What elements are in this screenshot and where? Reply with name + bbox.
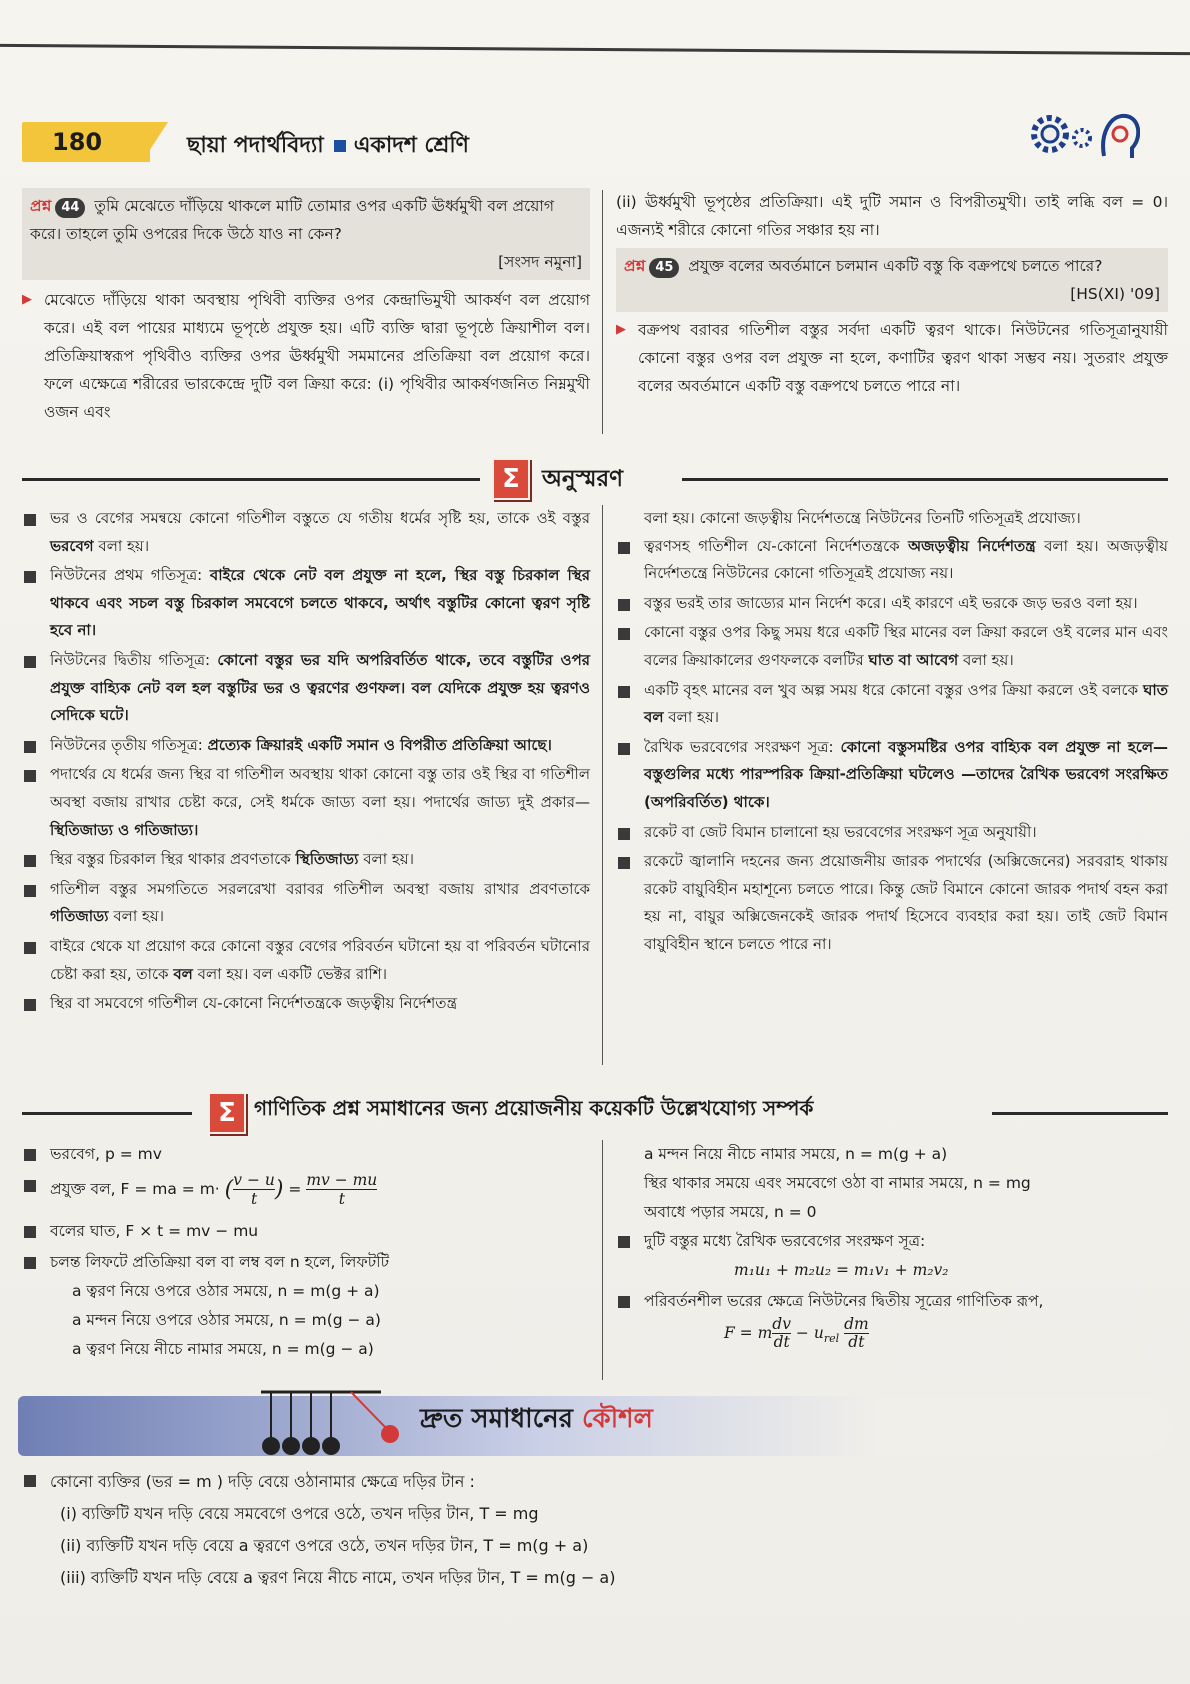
- question-label: প্রশ্ন: [624, 257, 646, 275]
- recap-item: [22, 846, 590, 874]
- formula-conservation: [616, 1227, 1168, 1285]
- formula-text: ভরবেগ, p = mv: [50, 1145, 162, 1163]
- recap-text-pre: বাইরে থেকে যা প্রয়োগ করে কোনো বস্তুর বেগের পরিবর্তন ঘটানো হয় বা পরিবর্তন ঘটানোর চেষ্টা করা হয়, তাকে: [50, 936, 590, 983]
- quick-list: [22, 1466, 1162, 1594]
- formula-momentum: [22, 1140, 590, 1169]
- gears-head-logo: [1020, 104, 1140, 164]
- formula-variable-mass: [616, 1287, 1168, 1356]
- q44-question: তুমি মেঝেতে দাঁড়িয়ে থাকলে মাটি তোমার ওপর একটি ঊর্ধ্বমুখী বল প্রয়োগ করে। তাহলে তুমি ওপরের দিকে উঠে যাও না কেন?: [30, 197, 555, 243]
- recap-item: [616, 848, 1168, 958]
- page-number-tab: [142, 122, 168, 162]
- recap-text-pre: গতিশীল বস্তুর সমগতিতে সরলরেখা বরাবর গতিশীল অবস্থা বজায় রাখার প্রবণতাকে: [50, 879, 590, 898]
- variable-mass-equation: [644, 1316, 1168, 1356]
- anusmaran-right-column: [616, 505, 1168, 961]
- formula-list-left: [22, 1140, 590, 1364]
- recap-text-pre: পদার্থের যে ধর্মের জন্য স্থির বা গতিশীল অবস্থায় থাকা কোনো বস্তু তার ওই স্থির বা গতিশীল অবস্থা বজায় রাখার চেষ্টা করে, সেই ধর্মকে জাড্য বলা হয়। পদার্থের জাড্য দুই প্রকার—: [50, 765, 590, 811]
- formulas-right: [616, 1140, 1168, 1358]
- recap-text-bold: কোনো বস্তুসমষ্টির ওপর বাহ্যিক বল প্রযুক্ত না হলে—বস্তুগুলির মধ্যে পারস্পরিক ক্রিয়া-প্রতিক্রিয়া ঘটলেও —তাদের রৈখিক ভরবেগ সংরক্ষিত (অপরিবর্তিত) থাকে।: [644, 737, 1169, 811]
- book-title: ছায়া পদার্থবিদ্যা: [187, 133, 324, 158]
- fraction-numerator: v − u: [233, 1171, 275, 1189]
- quick-solution-body: [22, 1466, 1162, 1596]
- page-header: [22, 122, 1162, 168]
- lift-case-2: a মন্দন নিয়ে ওপরে ওঠার সময়ে, n = m(g − a): [72, 1311, 381, 1329]
- recap-item: [22, 761, 590, 844]
- lift-case-5: স্থির থাকার সময়ে এবং সমবেগে ওঠা বা নামার সময়ে, n = mg: [644, 1174, 1031, 1192]
- recap-item: [616, 734, 1168, 817]
- anusmaran-right-cont: বলা হয়। কোনো জড়ত্বীয় নির্দেশতন্ত্রে নিউটনের তিনটি গতিসূত্রই প্রযোজ্য।: [644, 509, 1081, 527]
- vm-lhs: F = m: [724, 1324, 773, 1342]
- recap-text-bold: স্থিতিজাড্য ও গতিজাড্য।: [50, 820, 199, 839]
- quick-intro: [22, 1466, 1162, 1594]
- divider-line-left: [22, 478, 480, 481]
- section-divider-anusmaran: [22, 458, 1168, 498]
- fraction-denominator: dt: [848, 1333, 865, 1351]
- section-divider-formulas: [22, 1092, 1168, 1132]
- recap-text-bold: গতিজাড্য: [50, 907, 109, 926]
- recap-text-post: বলা হয়।: [663, 708, 720, 727]
- section-title: গাণিতিক প্রশ্ন সমাধানের জন্য প্রয়োজনীয় কয়েকটি উল্লেখযোগ্য সম্পর্ক: [254, 1096, 814, 1120]
- recap-text-pre: কোনো বস্তুর ওপর কিছু সময় ধরে একটি স্থির মানের বল ক্রিয়া করলে ওই বলের মান এবং বলের ক্রিয়াকালের গুণফলকে বলটির: [644, 623, 1168, 669]
- recap-text-pre: ত্বরণসহ গতিশীল যে-কোনো নির্দেশতন্ত্রকে: [644, 536, 909, 555]
- fraction: [306, 1171, 377, 1208]
- square-bullet-icon: [334, 140, 346, 152]
- fraction: (: [224, 1177, 234, 1202]
- q44-answer-cont: (ii) ঊর্ধ্বমুখী ভূপৃষ্ঠের প্রতিক্রিয়া। এই দুটি সমান ও বিপরীতমুখী। তাই লব্ধি বল = 0। এজন্যই শরীরে কোনো গতির সঞ্চার হয় না।: [616, 193, 1168, 239]
- recap-text-post: বলা হয়।: [358, 850, 414, 869]
- fraction-numerator: mv − mu: [306, 1171, 378, 1189]
- recap-text-post: বলা হয়।: [108, 907, 165, 926]
- recap-item: [22, 990, 590, 1018]
- recap-text-pre: নিউটনের প্রথম গতিসূত্র:: [50, 566, 210, 585]
- q45-answer-text: বক্রপথ বরাবর গতিশীল বস্তুর সর্বদা একটি ত্বরণ থাকে। নিউটনের গতিসূত্রানুযায়ী কোনো বস্তুর ওপর বল প্রযুক্ত না হলে, কণাটির ত্বরণ থাকা সম্ভব নয়। সুতরাং প্রযুক্ত বলের অবর্তমানে একটি বস্তু বক্রপথে চলতে পারে না।: [638, 321, 1168, 395]
- recap-item: [616, 590, 1168, 618]
- quick-item-1: (i) ব্যক্তিটি যখন দড়ি বেয়ে সমবেগে ওপরে ওঠে, তখন দড়ির টান, T = mg: [60, 1504, 539, 1523]
- recap-text-pre: বস্তুর ভরই তার জাড্যের মান নির্দেশ করে। এই কারণে এই ভরকে জড় ভরও বলা হয়।: [644, 593, 1138, 612]
- formula-text: চলন্ত লিফটে প্রতিক্রিয়া বল বা লম্ব বল n হলে, লিফটটি: [50, 1253, 390, 1271]
- q44-source-tag: [সংসদ নমুনা]: [498, 253, 582, 271]
- recap-text-pre: ভর ও বেগের সমন্বয়ে কোনো গতিশীল বস্তুতে যে গতীয় ধর্মের সৃষ্টি হয়, তাকে ওই বস্তুর: [50, 509, 590, 527]
- fraction-denominator: dt: [773, 1333, 790, 1351]
- q45-source-tag: [HS(XI) '09]: [1070, 285, 1160, 303]
- formula-text: বলের ঘাত, F × t = mv − mu: [50, 1222, 259, 1240]
- q45-block: [616, 188, 1168, 400]
- recap-item: [616, 819, 1168, 847]
- recap-item: [616, 619, 1168, 674]
- quick-title-main: দ্রুত সমাধানের: [420, 1404, 582, 1434]
- fraction: [772, 1316, 791, 1351]
- q44-question-box: [22, 188, 590, 280]
- anusmaran-right-list: [616, 533, 1168, 959]
- formula-text: পরিবর্তনশীল ভরের ক্ষেত্রে নিউটনের দ্বিতীয় সূত্রের গাণিতিক রূপ,: [644, 1292, 1044, 1310]
- quick-title-accent: কৌশল: [582, 1404, 653, 1434]
- quick-item-3: (iii) ব্যক্তিটি যখন দড়ি বেয়ে a ত্বরণ নিয়ে নীচে নামে, তখন দড়ির টান, T = m(g − a): [60, 1568, 616, 1587]
- recap-text-bold: কোনো বস্তুর ভর যদি অপরিবর্তিত থাকে, তবে বস্তুটির ওপর প্রযুক্ত বাহ্যিক নেট বল হল বস্তুটির ভর ও ত্বরণের গুণফল। বল যেদিকে প্রযুক্ত হয় ত্বরণও সেদিকে ঘটে।: [50, 650, 591, 725]
- recap-text-bold: ঘাত বল: [644, 680, 1168, 727]
- fraction-denominator: t: [338, 1190, 345, 1208]
- top-rule: [0, 44, 1190, 55]
- formula-lift: [22, 1248, 590, 1364]
- question-number-badge: 44: [55, 198, 85, 218]
- question-number-badge: 45: [649, 258, 679, 278]
- recap-item: [22, 933, 590, 988]
- recap-text-bold: অজড়ত্বীয় নির্দেশতন্ত্র: [908, 536, 1036, 555]
- fraction: [844, 1316, 869, 1351]
- recap-text-bold: বল: [173, 964, 193, 983]
- recap-text-pre: রকেটে জ্বালানি দহনের জন্য প্রয়োজনীয় জারক পদার্থের (অক্সিজেনের) সরবরাহ থাকায় রকেট বায়ুবিহীন মহাশূন্যে চলতে পারে। কিন্তু জেট বিমানে কোনো জারক পদার্থ বহন করা হয় না, বায়ুর অক্সিজেনকেই জারক পদার্থ হিসেবে ব্যবহার করা হয়। তাই জেট বিমান বায়ুবিহীন স্থানে চলতে পারে না।: [644, 852, 1168, 953]
- recap-text-pre: স্থির বা সমবেগে গতিশীল যে-কোনো নির্দেশতন্ত্রকে জড়ত্বীয় নির্দেশতন্ত্র: [50, 994, 457, 1013]
- quick-solution-title: [420, 1398, 653, 1442]
- newtons-cradle-icon: [256, 1388, 406, 1458]
- recap-item: [22, 876, 590, 931]
- lift-case-3: a ত্বরণ নিয়ে নীচে নামার সময়ে, n = m(g − a): [72, 1340, 374, 1358]
- divider-line-left: [22, 1112, 192, 1115]
- vm-minus-u: − u: [795, 1324, 824, 1342]
- recap-text-pre: নিউটনের দ্বিতীয় গতিসূত্র:: [50, 650, 218, 669]
- recap-text-post: বলা হয়। বল একটি ভেক্টর রাশি।: [192, 964, 387, 983]
- recap-text-post: বলা হয়।: [958, 650, 1014, 669]
- recap-text-post: বলা হয়।: [93, 536, 150, 555]
- anusmaran-left-list: [22, 505, 590, 1018]
- recap-item: [616, 677, 1168, 732]
- recap-item: [616, 533, 1168, 588]
- recap-item: [22, 732, 590, 760]
- divider-line-right: [992, 1112, 1168, 1115]
- running-title: [187, 128, 469, 165]
- fraction-denominator: t: [250, 1190, 258, 1208]
- class-name: একাদশ শ্রেণি: [353, 133, 469, 158]
- q45-question-box: [616, 248, 1168, 312]
- vm-subscript: rel: [823, 1332, 840, 1346]
- lift-case-1: a ত্বরণ নিয়ে ওপরে ওঠার সময়ে, n = m(g + a): [72, 1282, 380, 1300]
- q44-block: [22, 188, 590, 426]
- column-separator: [602, 190, 603, 434]
- formula-text: দুটি বস্তুর মধ্যে রৈখিক ভরবেগের সংরক্ষণ সূত্র:: [644, 1232, 926, 1250]
- column-separator: [602, 505, 603, 1065]
- formula-text: প্রযুক্ত বল, F = ma = m·: [50, 1180, 220, 1198]
- recap-item: [22, 505, 590, 560]
- fraction-numerator: dm: [844, 1315, 869, 1333]
- fraction: [233, 1171, 275, 1208]
- quick-item-2: (ii) ব্যক্তিটি যখন দড়ি বেয়ে a ত্বরণে ওপরে ওঠে, তখন দড়ির টান, T = m(g + a): [60, 1536, 589, 1555]
- recap-text-post: বলা হয়। অজড়ত্বীয় নির্দেশতন্ত্রে নিউটনের কোনো গতিসূত্রই প্রযোজ্য নয়।: [644, 536, 1168, 583]
- column-separator: [602, 1140, 603, 1380]
- recap-text-bold: ভরবেগ: [50, 536, 94, 555]
- lift-case-4: a মন্দন নিয়ে নীচে নামার সময়ে, n = m(g + a): [644, 1145, 948, 1163]
- quick-intro-text: কোনো ব্যক্তির (ভর = m ) দড়ি বেয়ে ওঠানামার ক্ষেত্রে দড়ির টান :: [50, 1472, 475, 1491]
- page-number: 180: [22, 122, 150, 162]
- divider-line-right: [682, 478, 1168, 481]
- section-title: অনুস্মরণ: [542, 466, 624, 492]
- sigma-icon: Σ: [208, 1092, 246, 1134]
- recap-text-pre: রকেট বা জেট বিমান চালানো হয় ভরবেগের সংরক্ষণ সূত্র অনুযায়ী।: [644, 822, 1037, 841]
- formula-force: [22, 1171, 590, 1215]
- recap-text-pre: নিউটনের তৃতীয় গতিসূত্র:: [50, 735, 208, 754]
- q44-answer-text: মেঝেতে দাঁড়িয়ে থাকা অবস্থায় পৃথিবী ব্যক্তির ওপর কেন্দ্রাভিমুখী আকর্ষণ বল প্রয়োগ করে। এই বল পায়ের মাধ্যমে ভূপৃষ্ঠে প্রযুক্ত হয়। এটি ব্যক্তি দ্বারা ভূপৃষ্ঠে ক্রিয়াশীল বল। প্রতিক্রিয়াস্বরূপ পৃথিবীও ব্যক্তির ওপর ঊর্ধ্বমুখী সমমানের প্রতিক্রিয়া বল প্রয়োগ করে। ফলে এক্ষেত্রে শরীরের ভারকেন্দ্রে দুটি বল ক্রিয়া করে: (i) পৃথিবীর আকর্ষণজনিত নিম্নমুখী ওজন এবং: [44, 291, 590, 421]
- lift-case-6: অবাধে পড়ার সময়ে, n = 0: [644, 1203, 817, 1221]
- q44-answer: [22, 286, 590, 426]
- formula-impulse: [22, 1217, 590, 1246]
- recap-text-pre: রৈখিক ভরবেগের সংরক্ষণ সূত্র:: [644, 737, 841, 756]
- recap-text-bold: স্থিতিজাড্য: [295, 850, 359, 869]
- recap-text-pre: একটি বৃহৎ মানের বল খুব অল্প সময় ধরে কোনো বস্তুর ওপর ক্রিয়া করলে ওই বলকে: [644, 680, 1144, 699]
- recap-text-bold: ঘাত বা আবেগ: [868, 650, 959, 669]
- q45-answer: [616, 316, 1168, 400]
- question-label: প্রশ্ন: [30, 197, 52, 215]
- recap-text-bold: বাইরে থেকে নেট বল প্রযুক্ত না হলে, স্থির বস্তু চিরকাল স্থির থাকবে এবং সচল বস্তু চিরকাল সমবেগে চলতে থাকবে, অর্থাৎ বস্তুটির কোনো ত্বরণ সৃষ্টি হবে না।: [50, 566, 590, 640]
- anusmaran-left-column: [22, 505, 590, 1020]
- conservation-equation: m₁u₁ + m₂u₂ = m₁v₁ + m₂v₂: [734, 1261, 949, 1279]
- q45-question: প্রযুক্ত বলের অবর্তমানে চলমান একটি বস্তু কি বক্রপথে চলতে পারে?: [688, 257, 1103, 275]
- recap-item: [22, 562, 590, 645]
- recap-item: [22, 647, 590, 730]
- recap-text-bold: প্রত্যেক ক্রিয়ারই একটি সমান ও বিপরীত প্রতিক্রিয়া আছে।: [207, 735, 552, 754]
- sigma-icon: Σ: [492, 458, 530, 500]
- formulas-left: [22, 1140, 590, 1366]
- fraction-numerator: dv: [772, 1315, 791, 1333]
- recap-text-pre: স্থির বস্তুর চিরকাল স্থির থাকার প্রবণতাকে: [50, 850, 296, 869]
- equals-sign: =: [288, 1180, 307, 1198]
- formula-list-right: [616, 1227, 1168, 1356]
- paren-close: ): [274, 1177, 284, 1202]
